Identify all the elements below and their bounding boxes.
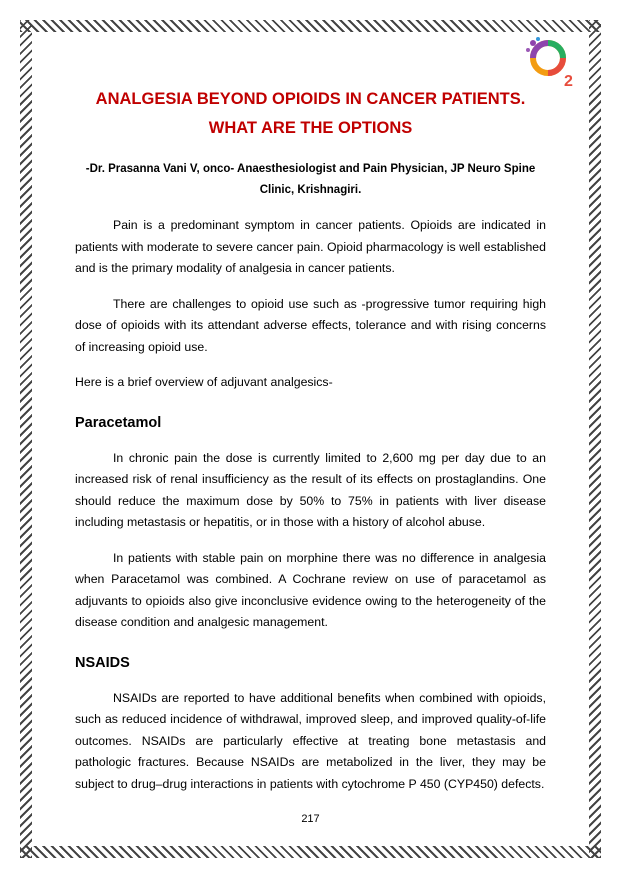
document-body	[75, 85, 546, 795]
border-top	[20, 20, 601, 32]
title-line-1: ANALGESIA BEYOND OPIOIDS IN CANCER PATIENTS.	[95, 90, 526, 108]
border-right	[589, 20, 601, 858]
border-left	[20, 20, 32, 858]
page-number: 217	[301, 813, 320, 825]
section-heading-paracetamol: Paracetamol	[75, 414, 162, 431]
section-heading-nsaids: NSAIDS	[75, 654, 130, 671]
title-line-2: WHAT ARE THE OPTIONS	[208, 119, 413, 137]
intro-paragraph-2: There are challenges to opioid use such as -progressive tumor requiring high dose of opioids with its attendant adverse effects, tolerance and with rising concerns of increasing opioid use.	[75, 296, 546, 354]
logo-subscript: 2	[564, 73, 573, 90]
intro-paragraph-1: Pain is a predominant symptom in cancer patients. Opioids are indicated in patients with moderate to severe cancer pain. Opioid pharmacology is well established and is the primary modality of analgesia in cancer patients.	[75, 218, 546, 275]
nsaids-paragraph-1: NSAIDs are reported to have additional benefits when combined with opioids, such as reduced incidence of withdrawal, improved sleep, and improved quality-of-life outcomes. NSAIDs are particularly effective at treating bone metastasis and pathologic fractures. Because NSAIDs are metabolized in the liver, they may be subject to drug–drug interactions in patients with cytochrome P 450 (CYP450) defects.	[75, 690, 546, 791]
paracetamol-paragraph-1: In chronic pain the dose is currently limited to 2,600 mg per day due to an increased risk of renal insufficiency as the result of its effects on prostaglandins. One should reduce the maximum dose by 50% to 75% in patients with liver disease including metastasis or hepatitis, or in those with a history of alcohol abuse.	[75, 450, 546, 529]
paracetamol-paragraph-2: In patients with stable pain on morphine there was no difference in analgesia when Paracetamol was combined. A Cochrane review on use of paracetamol as adjuvants to opioids also give inconclusive evidence owing to the heterogeneity of the disease condition and analgesic management.	[75, 550, 546, 629]
intro-paragraph-3: Here is a brief overview of adjuvant analgesics-	[75, 375, 333, 389]
byline-line-2: Clinic, Krishnagiri.	[259, 184, 362, 196]
o2-logo-icon	[524, 36, 578, 90]
border-bottom	[20, 846, 601, 858]
byline-line-1: -Dr. Prasanna Vani V, onco- Anaesthesiologist and Pain Physician, JP Neuro Spine	[85, 163, 536, 175]
